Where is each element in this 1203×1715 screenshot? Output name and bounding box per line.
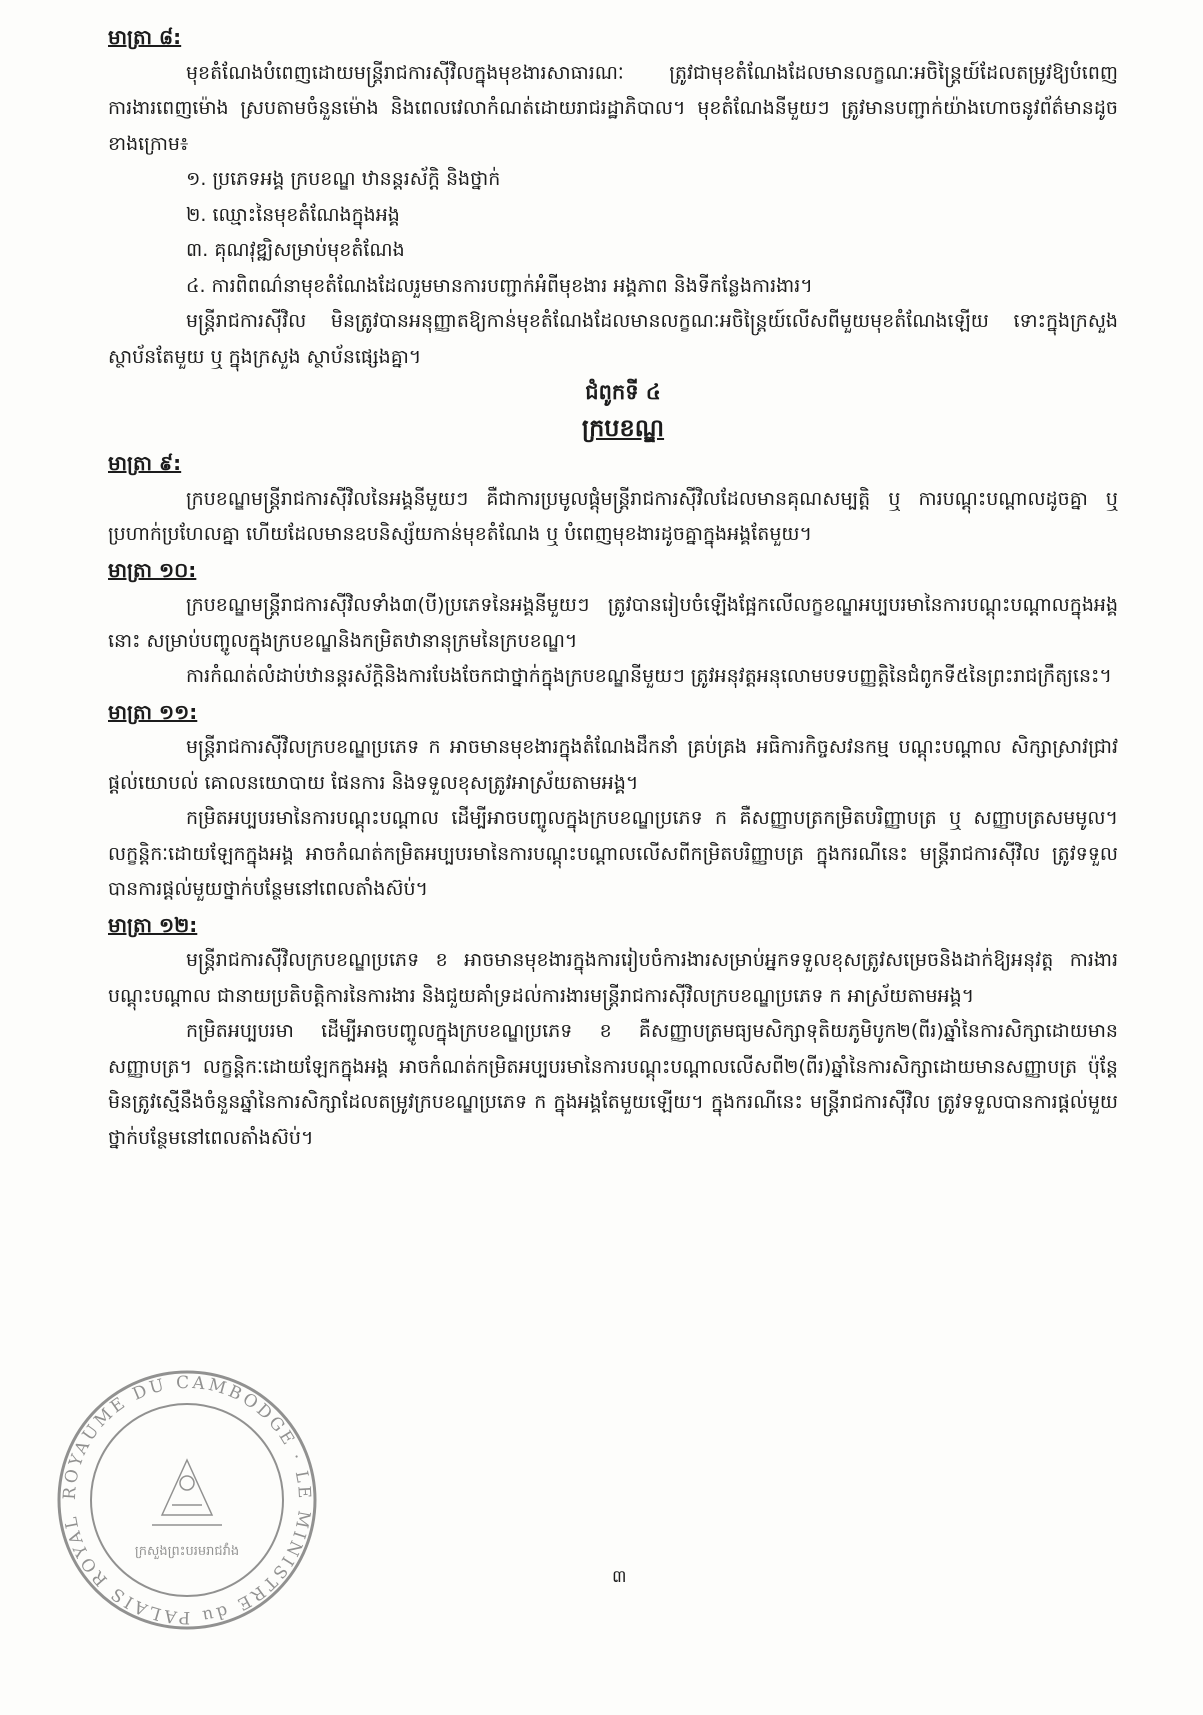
svg-text:ROYAUME DU CAMBODGE · LE MINIS bbox=[60, 1373, 314, 1627]
document-body bbox=[108, 20, 1118, 1156]
paragraph: ក្របខណ្ឌមន្ត្រីរាជការស៊ីវិលនៃអង្គនីមួយៗ គឺជាការប្រមូលផ្តុំមន្ត្រីរាជការស៊ីវិលដែលមានគុណសម្បត្តិ ឬ ការបណ្តុះបណ្តាលដូចគ្នា ឬ ប្រហាក់ប្រហែលគ្នា ហើយដែលមានឧបនិស្ស័យកាន់មុខតំណែង ឬ បំពេញមុខងារដូចគ្នាក្នុងអង្គតែមួយ។ bbox=[108, 487, 1118, 545]
article-heading: មាត្រា ១០: bbox=[108, 557, 197, 582]
royal-seal-stamp bbox=[52, 1365, 322, 1635]
page-number: ៣ bbox=[612, 1567, 627, 1587]
paragraph: កម្រិតអប្បបរមា ដើម្បីអាចបញ្ចូលក្នុងក្របខណ្ឌប្រភេទ ខ គឺសញ្ញាបត្រមធ្យមសិក្សាទុតិយភូមិបូក២(ពីរ)ឆ្នាំនៃការសិក្សាដោយមានសញ្ញាបត្រ។ លក្ខន្តិកៈដោយឡែកក្នុងអង្គ អាចកំណត់កម្រិតអប្បបរមានៃការបណ្តុះបណ្តាលលើសពី២(ពីរ)ឆ្នាំនៃការសិក្សាដោយមានសញ្ញាបត្រ ប៉ុន្តែមិនត្រូវស្មើនឹងចំនួនឆ្នាំនៃការសិក្សាដែលតម្រូវក្របខណ្ឌប្រភេទ ក ក្នុងអង្គតែមួយឡើយ។ ក្នុងករណីនេះ មន្ត្រីរាជការស៊ីវិល ត្រូវទទួលបានការផ្តល់មួយថ្នាក់បន្ថែមនៅពេលតាំងស៊ប់។ bbox=[108, 1020, 1118, 1149]
list-item: ១. ប្រភេទអង្គ ក្របខណ្ឌ ឋានន្តរស័ក្តិ និងថ្នាក់ bbox=[186, 168, 501, 190]
article-heading: មាត្រា ១២: bbox=[108, 912, 198, 937]
article-heading: មាត្រា ១១: bbox=[108, 699, 198, 724]
list-item: ៤. ការពិពណ៌នាមុខតំណែងដែលរួមមានការបញ្ជាក់អំពីមុខងារ អង្គភាព និងទីកន្លែងការងារ។ bbox=[186, 274, 813, 297]
seal-inner-text: ក្រសួងព្រះបរមរាជវាំង bbox=[134, 1544, 240, 1559]
paragraph: ក្របខណ្ឌមន្ត្រីរាជការស៊ីវិលទាំង៣(បី)ប្រភេទនៃអង្គនីមួយៗ ត្រូវបានរៀបចំឡើងផ្អែកលើលក្ខខណ្ឌអប្បបរមានៃការបណ្តុះបណ្តាលក្នុងអង្គនោះ សម្រាប់បញ្ចូលក្នុងក្របខណ្ឌនិងកម្រិតឋានានុក្រមនៃក្របខណ្ឌ។ bbox=[108, 594, 1118, 652]
paragraph: មន្ត្រីរាជការស៊ីវិលក្របខណ្ឌប្រភេទ ខ អាចមានមុខងារក្នុងការរៀបចំការងារសម្រាប់អ្នកទទួលខុសត្រូវសម្រេចនិងដាក់ឱ្យអនុវត្ត ការងារបណ្តុះបណ្តាល ជានាយប្រតិបត្តិការនៃការងារ និងជួយគាំទ្រដល់ការងារមន្ត្រីរាជការស៊ីវិលក្របខណ្ឌប្រភេទ ក អាស្រ័យតាមអង្គ។ bbox=[108, 949, 1118, 1007]
article-heading: មាត្រា ៩: bbox=[108, 451, 182, 475]
list-item: ៣. គុណវុឌ្ឍិសម្រាប់មុខតំណែង bbox=[186, 239, 405, 261]
paragraph: មន្ត្រីរាជការស៊ីវិល មិនត្រូវបានអនុញ្ញាតឱ្យកាន់មុខតំណែងដែលមានលក្ខណៈអចិន្ត្រៃយ៍លើសពីមួយមុខតំណែងឡើយ ទោះក្នុងក្រសួង ស្ថាប័នតែមួយ ឬ ក្នុងក្រសួង ស្ថាប័នផ្សេងគ្នា។ bbox=[108, 310, 1118, 368]
paragraph: ការកំណត់លំដាប់ឋានន្តរស័ក្តិនិងការបែងចែកជាថ្នាក់ក្នុងក្របខណ្ឌនីមួយៗ ត្រូវអនុវត្តអនុលោមបទបញ្ញត្តិនៃជំពូកទី៥នៃព្រះរាជក្រឹត្យនេះ។ bbox=[186, 665, 1112, 687]
paragraph: កម្រិតអប្បបរមានៃការបណ្តុះបណ្តាល ដើម្បីអាចបញ្ចូលក្នុងក្របខណ្ឌប្រភេទ ក គឺសញ្ញាបត្រកម្រិតបរិញ្ញាបត្រ ឬ សញ្ញាបត្រសមមូល។ លក្ខន្តិកៈដោយឡែកក្នុងអង្គ អាចកំណត់កម្រិតអប្បបរមានៃការបណ្តុះបណ្តាលលើសពីកម្រិតបរិញ្ញាបត្រ ក្នុងករណីនេះ មន្ត្រីរាជការស៊ីវិល ត្រូវទទួលបានការផ្តល់មួយថ្នាក់បន្ថែមនៅពេលតាំងស៊ប់។ bbox=[108, 807, 1118, 900]
article-heading: មាត្រា ៨: bbox=[108, 25, 182, 49]
paragraph: មន្ត្រីរាជការស៊ីវិលក្របខណ្ឌប្រភេទ ក អាចមានមុខងារក្នុងតំណែងដឹកនាំ គ្រប់គ្រង អធិការកិច្ចសវនកម្ម បណ្តុះបណ្តាល សិក្សាស្រាវជ្រាវ ផ្តល់យោបល់ គោលនយោបាយ ផែនការ និងទទួលខុសត្រូវអាស្រ័យតាមអង្គ។ bbox=[108, 736, 1118, 794]
seal-outer-text: ROYAUME DU CAMBODGE · LE MINISTRE du PALAIS ROYAL bbox=[59, 1372, 315, 1628]
paragraph: មុខតំណែងបំពេញដោយមន្ត្រីរាជការស៊ីវិលក្នុងមុខងារសាធារណៈ ត្រូវជាមុខតំណែងដែលមានលក្ខណៈអចិន្ត្រៃយ៍ដែលតម្រូវឱ្យបំពេញការងារពេញម៉ោង ស្របតាមចំនួនម៉ោង និងពេលវេលាកំណត់ដោយរាជរដ្ឋាភិបាល។ មុខតំណែងនីមួយៗ ត្រូវមានបញ្ជាក់យ៉ាងហោចនូវព័ត៌មានដូចខាងក្រោម៖ bbox=[108, 61, 1118, 155]
chapter-title: ក្របខណ្ឌ bbox=[581, 413, 665, 442]
list-item: ២. ឈ្មោះនៃមុខតំណែងក្នុងអង្គ bbox=[186, 203, 400, 226]
chapter-number: ជំពូកទី ៤ bbox=[585, 380, 661, 404]
